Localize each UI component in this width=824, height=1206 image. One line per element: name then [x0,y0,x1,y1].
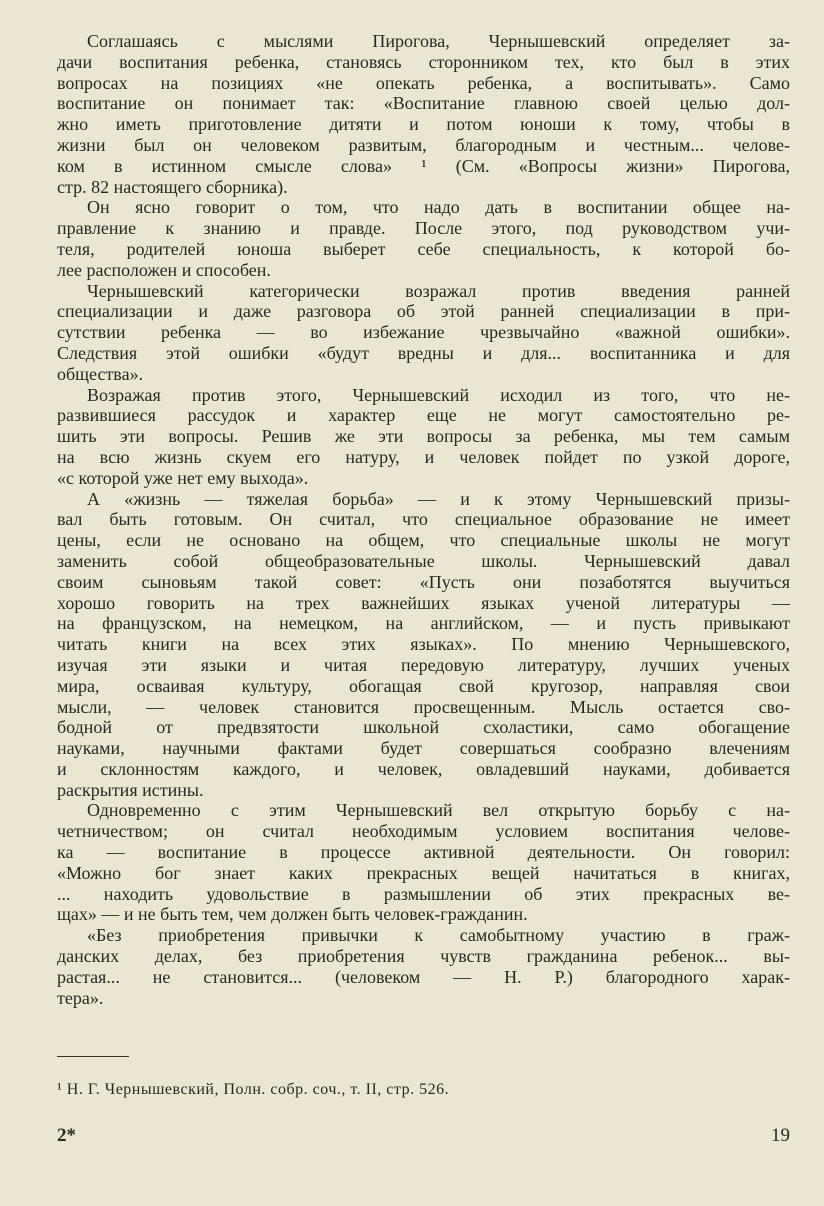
text-line: вопросах на позициях «не опекать ребенка, а воспитывать». Само [57,72,790,93]
body-text [57,31,790,1008]
text-line: заменить собой общеобразовательные школы. Чернышевский давал [57,550,790,571]
text-line: Чернышевский категорически возражал против введения ранней [87,280,790,301]
paragraph [57,197,790,280]
text-line: раскрытия истины. [57,779,204,800]
text-line: бодной от предвзятости школьной схоластики, само обогащение [57,717,790,738]
text-line: ком в истинном смысле слова» ¹ (См. «Вопросы жизни» Пирогова, [57,155,790,176]
printer-signature-mark: 2* [57,1125,76,1146]
text-line: Соглашаясь с мыслями Пирогова, Чернышевский определяет за- [87,31,790,51]
text-line: четничеством; он считал необходимым условием воспитания челове- [57,821,790,842]
text-line: цены, если не основано на общем, что специальные школы не могут [57,530,790,551]
text-line: щах» — и не быть тем, чем должен быть человек-гражданин. [57,904,528,925]
text-line: растая... не становится... (человеком — Н. Р.) благородного харак- [57,966,790,987]
footnote: ¹ Н. Г. Чернышевский, Полн. собр. соч., т. II, стр. 526. [57,1081,450,1098]
paragraph [57,31,790,197]
text-line: жизни был он человеком развитым, благородным и честным... челове- [57,134,790,155]
text-line: и склонностям каждого, и человек, овладевший науками, добивается [57,758,790,779]
paragraph [57,489,790,801]
text-line: своим сыновьям такой совет: «Пусть они позаботятся выучиться [57,571,790,592]
text-line: хорошо говорить на трех важнейших языках ученой литературы — [57,592,790,613]
text-line: Следствия этой ошибки «будут вредны и для... воспитанника и для [57,342,790,363]
paragraph [57,800,790,925]
text-line: А «жизнь — тяжелая борьба» — и к этому Чернышевский призы- [87,488,790,509]
text-line: правление к знанию и правде. После этого, под руководством учи- [57,218,790,239]
text-line: ... находить удовольствие в размышлении об этих прекрасных ве- [57,883,790,904]
text-line: изучая эти языки и читая передовую литературу, лучших ученых [57,654,790,675]
text-line: науками, научными фактами будет совершаться сообразно влечениям [57,738,790,759]
text-line: тера». [57,987,104,1008]
text-line: лее расположен и способен. [57,259,271,280]
text-line: данских делах, без приобретения чувств гражданина ребенок... вы- [57,946,790,967]
text-line: теля, родителей юноша выберет себе специальность, к которой бо- [57,238,790,259]
text-line: шить эти вопросы. Решив же эти вопросы за ребенка, мы тем самым [57,426,790,447]
text-line: сутствии ребенка — во избежание чрезвычайно «важной ошибки». [57,322,790,343]
text-line: развившиеся рассудок и характер еще не могут самостоятельно ре- [57,405,790,426]
footnote-divider [57,1056,129,1057]
text-line: мира, осваивая культуру, обогащая свой кругозор, направляя свои [57,675,790,696]
paragraph [57,925,790,1008]
text-line: вал быть готовым. Он считал, что специальное образование не имеет [57,509,790,530]
text-line: Он ясно говорит о том, что надо дать в воспитании общее на- [87,197,790,218]
text-line: читать книги на всех этих языках». По мнению Чернышевского, [57,634,790,655]
text-line: Возражая против этого, Чернышевский исходил из того, что не- [87,384,790,405]
text-line: на всю жизнь скуем его натуру, и человек пойдет по узкой дороге, [57,446,790,467]
text-line: жно иметь приготовление дитяти и потом юноши к тому, чтобы в [57,114,790,135]
text-line: «Без приобретения привычки к самобытному участию в граж- [87,925,790,946]
paragraph [57,281,790,385]
text-line: дачи воспитания ребенка, становясь сторонником тех, кто был в этих [57,51,790,72]
text-line: мысли, — человек становится просвещенным. Мысль остается сво- [57,696,790,717]
page-number: 19 [771,1125,790,1146]
text-line: стр. 82 настоящего сборника). [57,176,288,197]
text-line: «с которой уже нет ему выхода». [57,467,309,488]
text-line: «Можно бог знает каких прекрасных вещей начитаться в книгах, [57,862,790,883]
text-line: на французском, на немецком, на английском, — и пусть привыкают [57,613,790,634]
text-line: ка — воспитание в процессе активной деятельности. Он говорил: [57,842,790,863]
paragraph [57,385,790,489]
text-line: Одновременно с этим Чернышевский вел открытую борьбу с на- [87,800,790,821]
text-line: специализации и даже разговора об этой ранней специализации в при- [57,301,790,322]
text-line: воспитание он понимает так: «Воспитание главною своей целью дол- [57,93,790,114]
text-line: общества». [57,363,144,384]
